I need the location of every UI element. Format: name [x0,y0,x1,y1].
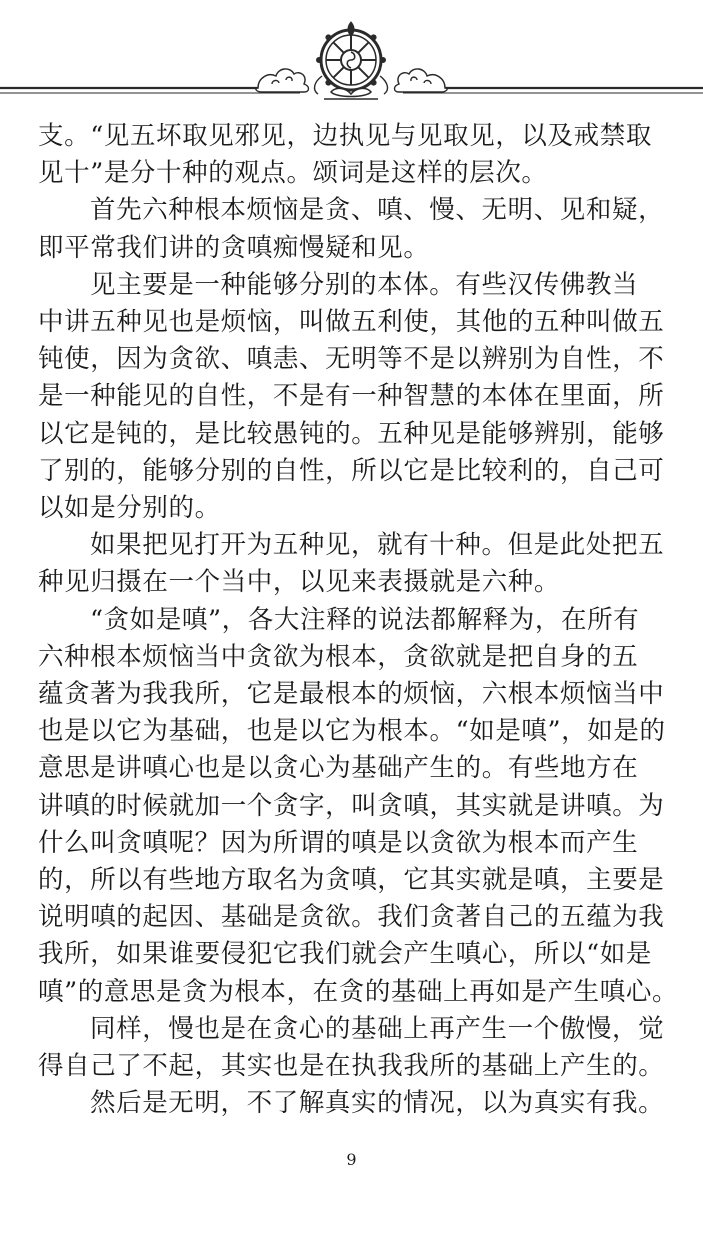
text-line: 如果把见打开为五种见，就有十种。但是此处把五 [90,530,665,561]
paragraph [38,118,666,192]
paragraph [38,602,679,1011]
text-line: 六种根本烦恼当中贪欲为根本，贪欲就是把自身的五 [38,641,639,672]
dharma-wheel-icon [315,22,388,99]
text-line: 即平常我们讲的贪嗔痴慢疑和见。 [38,232,430,263]
text-line: 同样，慢也是在贪心的基础上再产生一个傲慢，觉 [90,1013,665,1044]
text-line: 中讲五种见也是烦恼，叫做五利使，其他的五种叫做五 [38,307,665,338]
text-line: 是一种能见的自性，不是有一种智慧的本体在里面，所 [38,381,665,412]
body-text [38,118,679,1122]
text-line: 然后是无明，不了解真实的情况，以为真实有我。 [90,1088,665,1119]
paragraph [38,1011,666,1085]
page-number: 9 [346,1150,357,1169]
text-line: 以它是钝的，是比较愚钝的。五种见是能够辨别，能够 [38,418,665,449]
text-line: 的，所以有些地方取名为贪嗔，它其实就是嗔，主要是 [38,865,665,896]
text-line: 意思是讲嗔心也是以贪心为基础产生的。有些地方在 [38,753,639,784]
paragraph [38,1085,666,1122]
header-ornament [0,0,703,112]
text-line: 什么叫贪嗔呢？因为所谓的嗔是以贪欲为根本而产生 [38,827,639,858]
text-line: 蕴贪著为我我所，它是最根本的烦恼，六根本烦恼当中 [38,679,665,710]
text-line: 支。“见五坏取见邪见，边执见与见取见，以及戒禁取 [38,121,652,151]
text-line: 种见归摄在一个当中，以见来表摄就是六种。 [38,567,561,598]
paragraph [38,527,666,601]
text-line: 讲嗔的时候就加一个贪字，叫贪嗔，其实就是讲嗔。为 [38,790,665,821]
text-line: 首先六种根本烦恼是贪、嗔、慢、无明、见和疑， [90,195,665,226]
text-line: 钝使，因为贪欲、嗔恚、无明等不是以辨别为自性，不 [38,344,665,375]
cloud-scroll-right-icon [395,69,448,92]
text-line: 见主要是一种能够分别的本体。有些汉传佛教当 [90,269,639,300]
text-line: “贪如是嗔”，各大注释的说法都解释为，在所有 [90,604,640,635]
text-line: 得自己了不起，其实也是在执我我所的基础上产生的。 [38,1051,665,1082]
cloud-scroll-left-icon [256,69,309,92]
page-header [0,0,703,112]
paragraph [38,267,666,527]
paragraph [38,192,666,266]
text-line: 见十”是分十种的观点。颂词是这样的层次。 [38,158,548,189]
text-line: 说明嗔的起因、基础是贪欲。我们贪著自己的五蕴为我 [38,902,665,933]
text-line: 嗔”的意思是贪为根本，在贪的基础上再如是产生嗔心。 [38,976,679,1007]
text-line: 我所，如果谁要侵犯它我们就会产生嗔心，所以“如是 [38,939,652,970]
text-line: 了别的，能够分别的自性，所以它是比较利的，自己可 [38,455,665,486]
text-line: 以如是分别的。 [38,493,221,524]
text-line: 也是以它为基础，也是以它为根本。“如是嗔”，如是的 [38,716,666,747]
